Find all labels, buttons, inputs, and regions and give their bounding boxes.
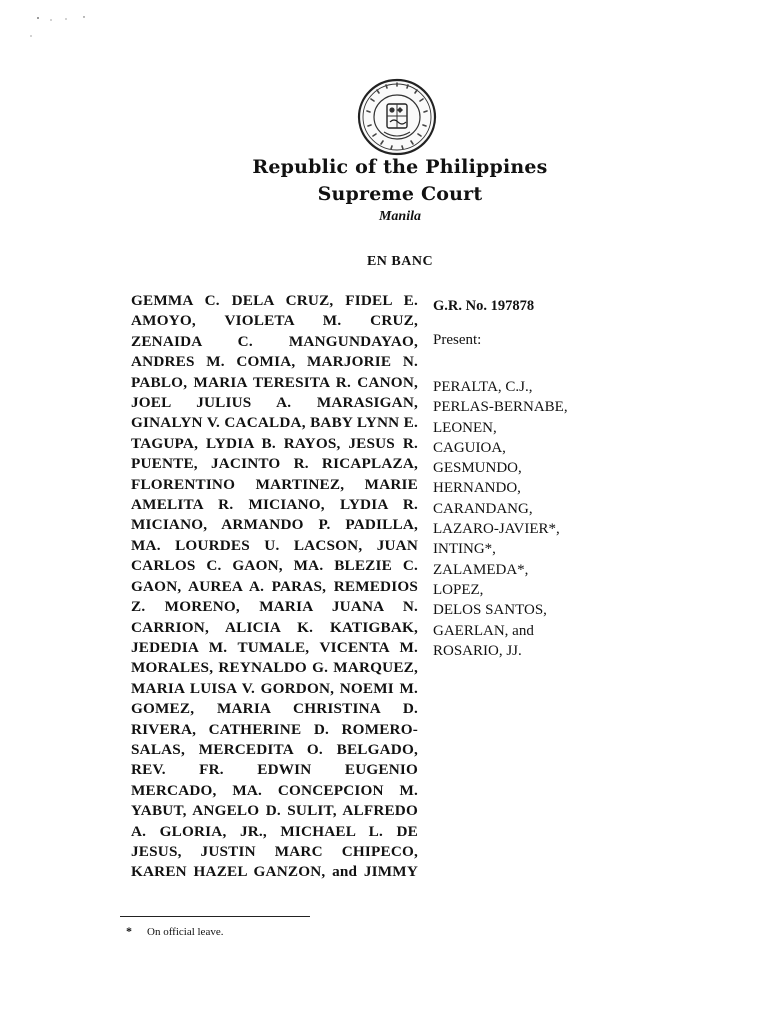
- justice-name: LOPEZ,: [433, 581, 484, 598]
- justice-name: LEONEN,: [433, 419, 497, 436]
- court-city: Manila: [378, 209, 421, 224]
- scan-specks: [30, 12, 120, 42]
- case-number: G.R. No. 197878: [433, 298, 535, 314]
- justice-name: CARANDANG,: [433, 500, 533, 517]
- justice-name: LAZARO-JAVIER*,: [433, 521, 560, 538]
- justice-name: CAGUIOA,: [433, 439, 506, 456]
- petitioners-list: GEMMA C. DELA CRUZ, FIDEL E. AMOYO, VIOLETA M. CRUZ, ZENAIDA C. MANGUNDAYAO, ANDRES M. COMIA, MARJORIE N. PABLO, MARIA TERESITA R. CANON, JOEL JULIUS A. MARASIGAN, GINALYN V. CACALDA, BABY LYNN E. TAGUPA, LYDIA B. RAYOS, JESUS R. PUENTE, JACINTO R. RICAPLAZA, FLORENTINO MARTINEZ, MARIE AMELITA R. MICIANO, LYDIA R. MICIANO, ARMANDO P. PADILLA, MA. LOURDES U. LACSON, JUAN CARLOS C. GAON, MA. BLEZIE C. GAON, AUREA A. PARAS, REMEDIOS Z. MORENO, MARIA JUANA N. CARRION, ALICIA K. KATIGBAK, JEDEDIA M. TUMALE, VICENTA M. MORALES, REYNALDO G. MARQUEZ, MARIA LUISA V. GORDON, NOEMI M. GOMEZ, MARIA CHRISTINA D. RIVERA, CATHERINE D. ROMERO-SALAS, MERCEDITA O. BELGADO, REV. FR. EDWIN EUGENIO MERCADO, MA. CONCEPCION M. YABUT, ANGELO D. SULIT, ALFREDO A. GLORIA, JR., MICHAEL L. DE JESUS, JUSTIN MARC CHIPECO, KAREN HAZEL GANZON, and JIMMY: [131, 292, 418, 881]
- republic-title: Republic of the Philippines: [252, 156, 548, 178]
- footnote-text: On official leave.: [147, 926, 224, 938]
- footnote-divider: [120, 916, 310, 917]
- justice-name: DELOS SANTOS,: [433, 602, 547, 619]
- justice-name: GAERLAN, and: [433, 622, 534, 639]
- division-label: EN BANC: [366, 254, 434, 269]
- justice-name: PERALTA, C.J.,: [433, 379, 533, 395]
- footnote-mark: *: [126, 924, 132, 938]
- justice-name: ROSARIO, JJ.: [433, 642, 522, 659]
- present-label: Present:: [433, 332, 482, 348]
- court-title: Supreme Court: [317, 183, 483, 205]
- justice-name: GESMUNDO,: [433, 460, 522, 477]
- justice-name: INTING*,: [433, 541, 496, 558]
- justice-name: ZALAMEDA*,: [433, 561, 529, 578]
- justice-name: PERLAS-BERNABE,: [433, 399, 568, 416]
- justices-list: [433, 377, 568, 661]
- justice-name: HERNANDO,: [433, 480, 521, 497]
- supreme-court-seal-icon: [357, 78, 437, 156]
